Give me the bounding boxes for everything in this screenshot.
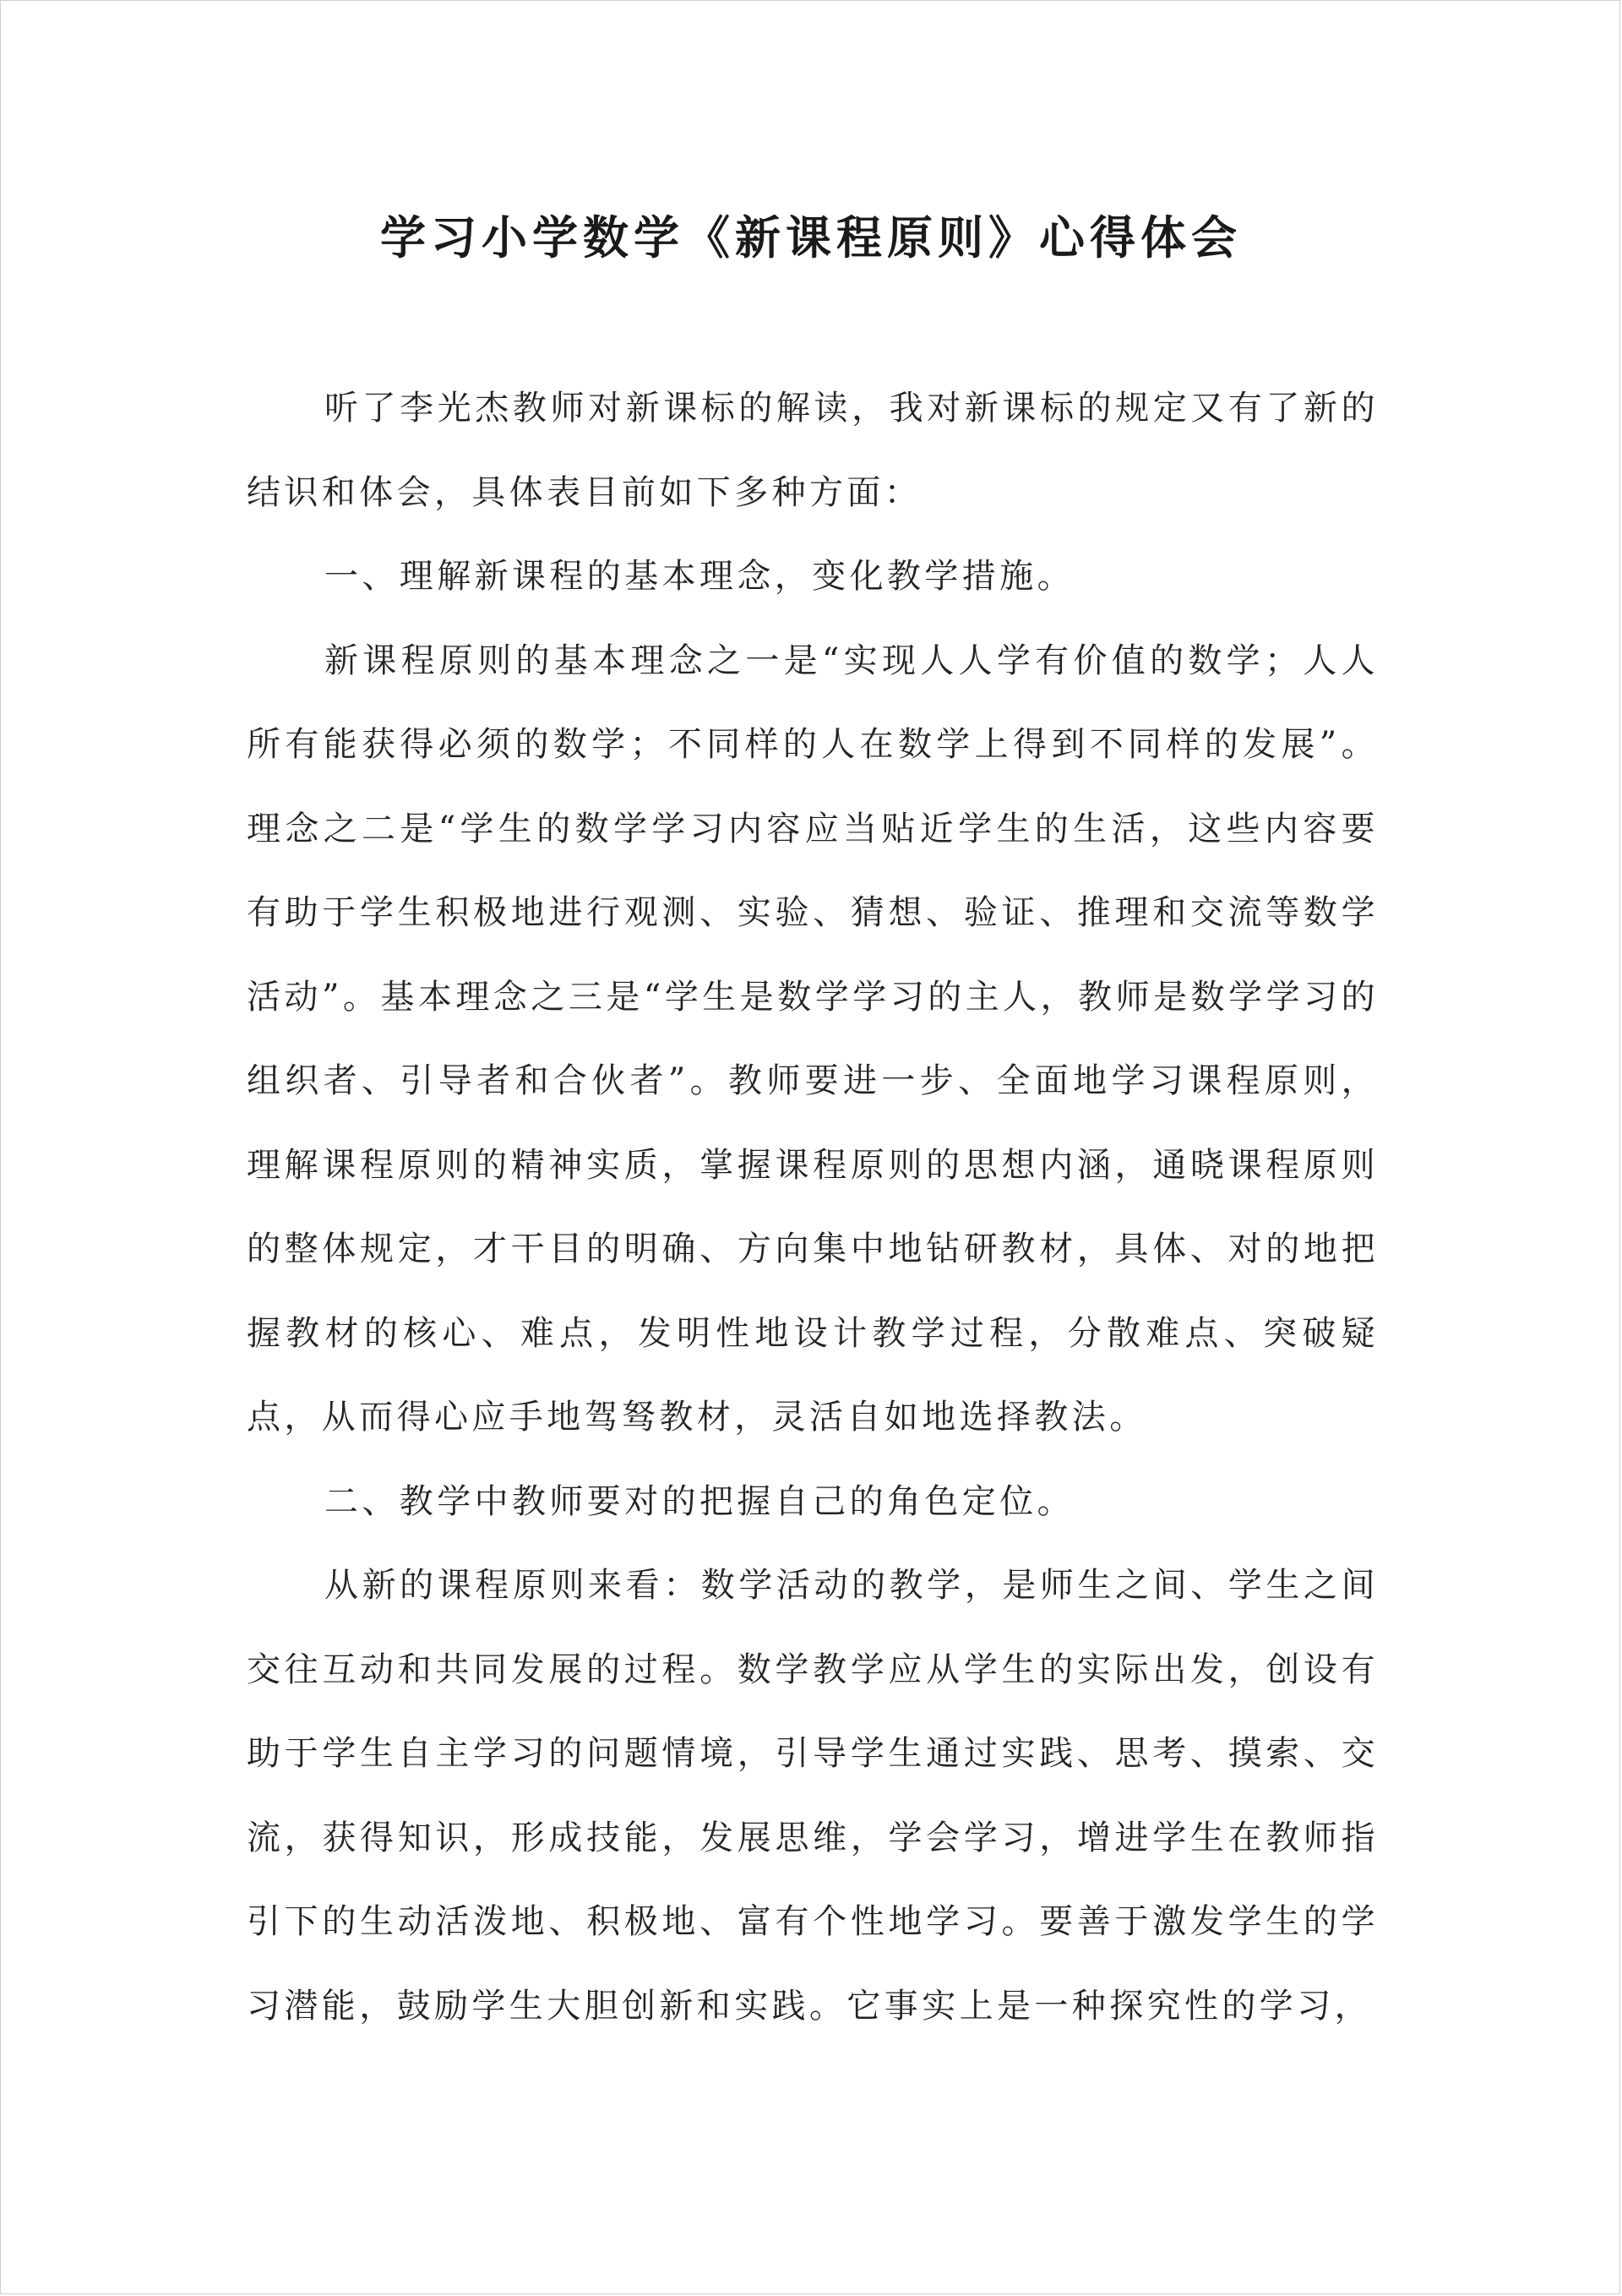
document-body xyxy=(247,367,1379,2048)
paragraph-section-2: 从新的课程原则来看：数学活动的教学，是师生之间、学生之间交往互动和共同发展的过程。数学教学应从学生的实际出发，创设有助于学生自主学习的问题情境，引导学生通过实践、思考、摸索、交流，获得知识，形成技能，发展思维，学会学习，增进学生在教师指引下的生动活泼地、积极地、富有个性地学习。要善于激发学生的学习潜能，鼓励学生大胆创新和实践。它事实上是一种探究性的学习， xyxy=(247,1566,1379,2026)
section-heading-1: 一、理解新课程的基本理念，变化教学措施。 xyxy=(324,557,1075,596)
paragraph-intro: 听了李光杰教师对新课标的解读，我对新课标的规定又有了新的结识和体会，具体表目前如下多种方面： xyxy=(247,389,1379,512)
section-heading-2: 二、教学中教师要对的把握自己的角色定位。 xyxy=(324,1481,1075,1521)
document-title: 学习小学数学《新课程原则》心得体会 xyxy=(380,210,1242,265)
paragraph-section-1: 新课程原则的基本理念之一是“实现人人学有价值的数学；人人所有能获得必须的数学；不同样的人在数学上得到不同样的发展”。理念之二是“学生的数学学习内容应当贴近学生的生活，这些内容要有助于学生积极地进行观测、实验、猜想、验证、推理和交流等数学活动”。基本理念之三是“学生是数学学习的主人，教师是数学学习的组织者、引导者和合伙者”。教师要进一步、全面地学习课程原则，理解课程原则的精神实质，掌握课程原则的思想内涵，通晓课程原则的整体规定，才干目的明确、方向集中地钻研教材，具体、对的地把握教材的核心、难点，发明性地设计教学过程，分散难点、突破疑点，从而得心应手地驾驽教材，灵活自如地选择教法。 xyxy=(247,641,1379,1437)
